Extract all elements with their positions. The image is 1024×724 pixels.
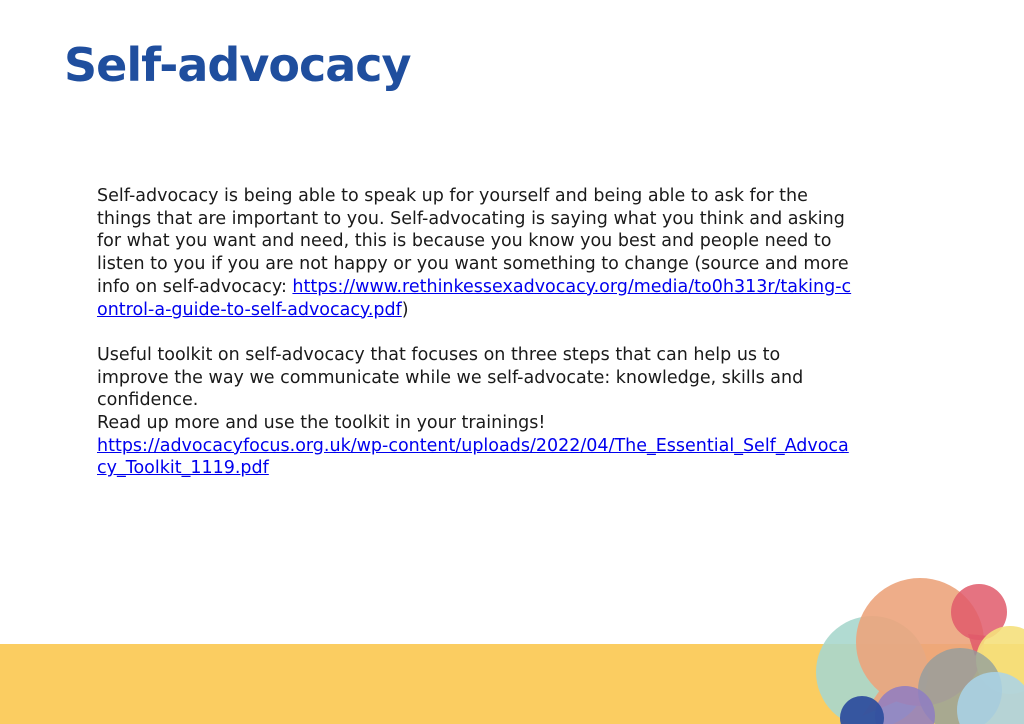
intro-paragraph: [97, 185, 857, 321]
toolkit-link-line: [97, 435, 857, 480]
paragraph-spacer: [97, 321, 857, 344]
slide-body: [97, 185, 857, 480]
footer-band: [0, 644, 1024, 724]
intro-closing-paren: ): [401, 299, 409, 320]
intro-text: Self-advocacy is being able to speak up for yourself and being able to ask for the things that are important to you. Self-advocating is saying what you think and asking for what you want and need, this is because you know you best and people need to listen to you if you are not happy or you want something to change (source and more info on self-advocacy:: [97, 186, 849, 297]
read-more-paragraph: Read up more and use the toolkit in your trainings!: [97, 413, 546, 434]
toolkit-paragraph: Useful toolkit on self-advocacy that focuses on three steps that can help us to improve the way we communicate while we self-advocate: knowledge, skills and confidence.: [97, 344, 804, 411]
toolkit-link[interactable]: https://advocacyfocus.org.uk/wp-content/uploads/2022/04/The_Essential_Self_Advocacy_Toolkit_1119.pdf: [97, 435, 849, 479]
slide-title: Self-advocacy: [64, 38, 411, 92]
bubble-red: [951, 584, 1007, 640]
self-advocacy-guide-link[interactable]: https://www.rethinkessexadvocacy.org/media/to0h313r/taking-control-a-guide-to-self-advocacy.pdf: [97, 276, 852, 320]
